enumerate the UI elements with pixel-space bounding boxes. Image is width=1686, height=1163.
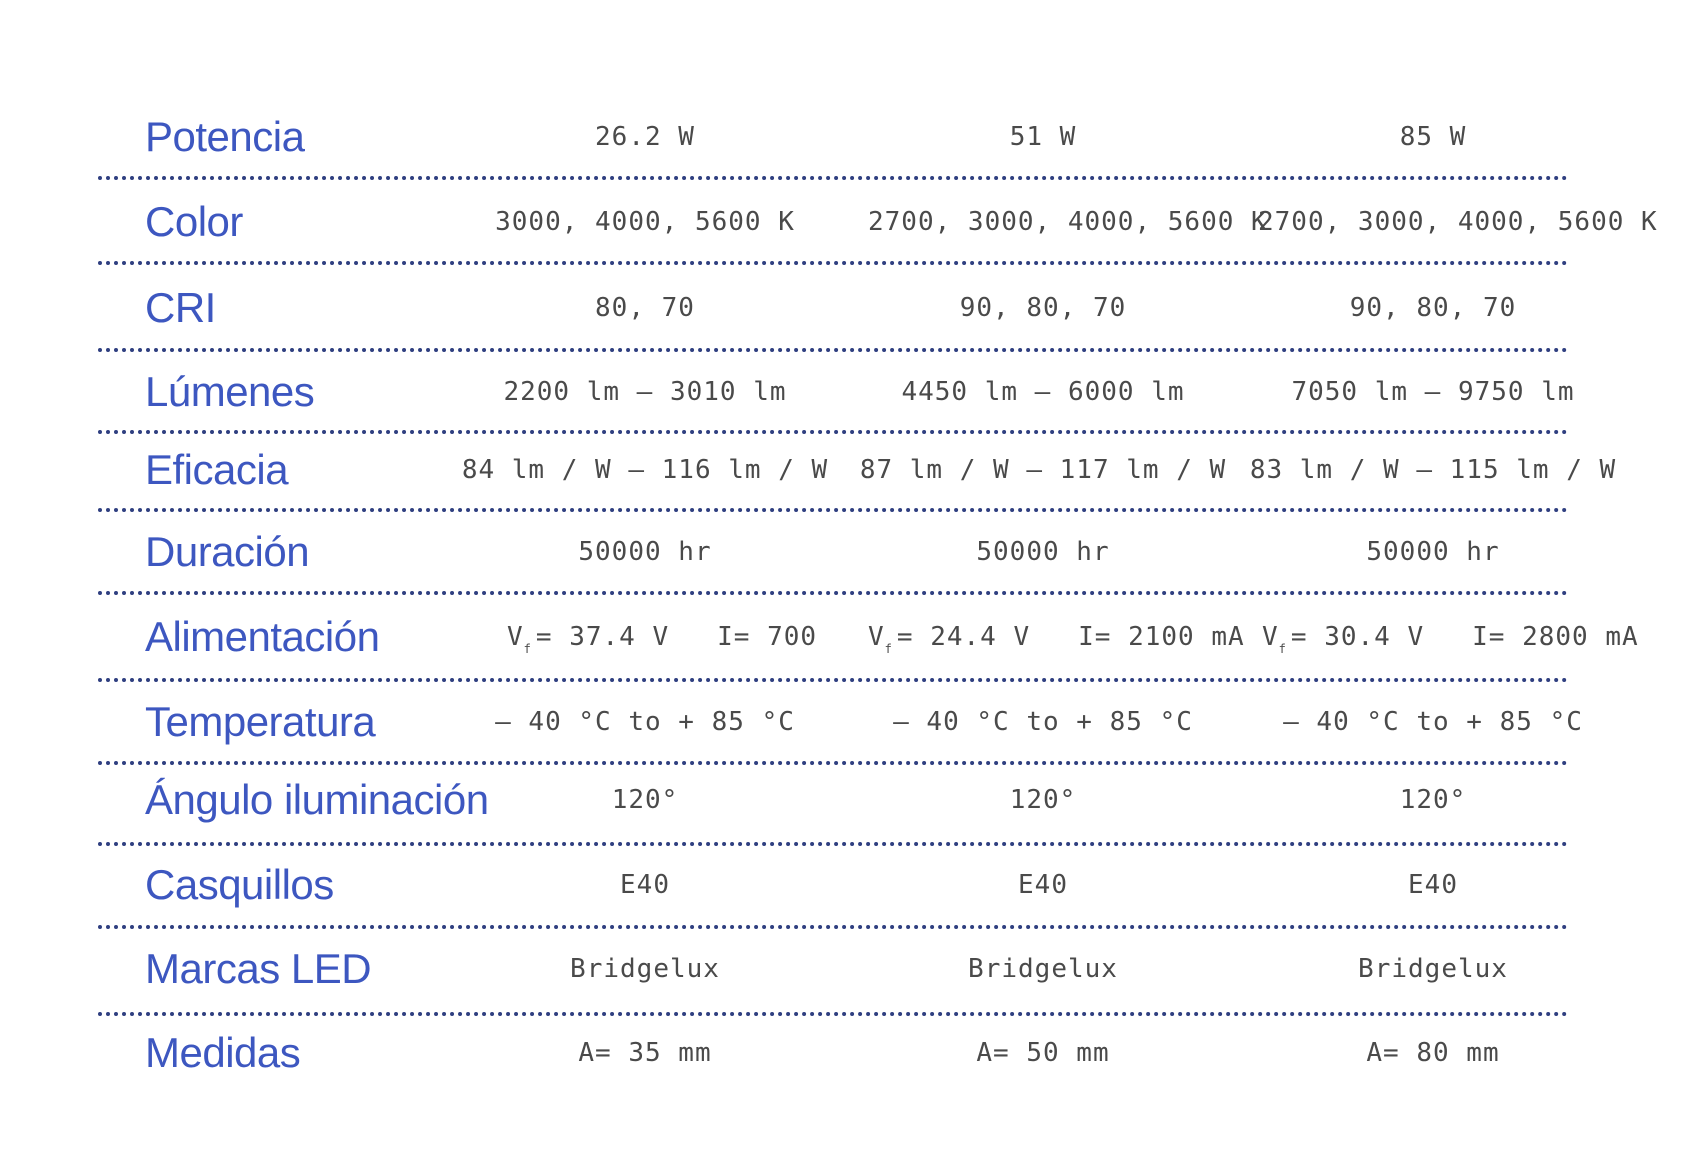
row-label-angulo-iluminacion: Ángulo iluminación <box>145 776 489 823</box>
row-medidas <box>0 1011 1686 1095</box>
value-col-2: – 40 °C to + 85 °C <box>893 707 1193 737</box>
row-lumenes <box>0 350 1686 434</box>
value-col-1: A= 35 mm <box>578 1038 712 1068</box>
value-col-3: 2700, 3000, 4000, 5600 K <box>1258 207 1658 237</box>
row-eficacia <box>0 428 1686 512</box>
row-label-potencia: Potencia <box>145 113 305 160</box>
value-col-3: 50000 hr <box>1366 537 1500 567</box>
value-col-3: 120° <box>1399 785 1467 815</box>
power-value-col-3 <box>1262 595 1639 679</box>
value-col-1: – 40 °C to + 85 °C <box>495 707 795 737</box>
value-col-3: 90, 80, 70 <box>1349 293 1517 323</box>
value-col-1: 84 lm / W – 116 lm / W <box>461 455 829 485</box>
value-col-3: 83 lm / W – 115 lm / W <box>1249 455 1617 485</box>
value-col-1: 26.2 W <box>595 122 695 152</box>
voltage-value: = 37.4 V <box>535 622 670 652</box>
value-col-3: 85 W <box>1399 122 1467 152</box>
row-temperatura <box>0 680 1686 764</box>
current-value: I= 2100 mA <box>1078 622 1245 652</box>
row-angulo-iluminacion <box>0 758 1686 842</box>
value-col-1: 3000, 4000, 5600 K <box>495 207 795 237</box>
value-col-2: 120° <box>1009 785 1077 815</box>
value-col-2: 51 W <box>1009 122 1077 152</box>
row-alimentacion <box>0 595 1686 679</box>
value-col-2: 90, 80, 70 <box>959 293 1127 323</box>
value-col-3: – 40 °C to + 85 °C <box>1283 707 1583 737</box>
value-col-2: 87 lm / W – 117 lm / W <box>859 455 1227 485</box>
value-col-3: Bridgelux <box>1358 954 1508 984</box>
row-label-temperatura: Temperatura <box>145 698 376 745</box>
value-col-3: A= 80 mm <box>1366 1038 1500 1068</box>
row-label-medidas: Medidas <box>145 1029 301 1076</box>
row-label-casquillos: Casquillos <box>145 861 334 908</box>
row-cri <box>0 266 1686 350</box>
value-col-1: 50000 hr <box>578 537 712 567</box>
value-col-2: A= 50 mm <box>976 1038 1110 1068</box>
value-col-3: 7050 lm – 9750 lm <box>1291 377 1575 407</box>
value-col-2: 2700, 3000, 4000, 5600 K <box>868 207 1268 237</box>
value-col-2: E40 <box>1018 870 1068 900</box>
row-potencia <box>0 95 1686 179</box>
power-value-col-2 <box>868 595 1245 679</box>
row-label-alimentacion: Alimentación <box>145 613 380 660</box>
value-col-3: E40 <box>1408 870 1458 900</box>
voltage-symbol: V <box>507 622 524 652</box>
voltage-symbol: V <box>868 622 885 652</box>
row-label-marcas-led: Marcas LED <box>145 945 372 992</box>
row-color <box>0 180 1686 264</box>
value-col-1: 120° <box>611 785 679 815</box>
value-col-1: 2200 lm – 3010 lm <box>503 377 787 407</box>
row-label-cri: CRI <box>145 284 216 331</box>
row-label-color: Color <box>145 198 243 245</box>
value-col-1: E40 <box>620 870 670 900</box>
value-col-1: Bridgelux <box>570 954 720 984</box>
row-marcas-led <box>0 927 1686 1011</box>
value-col-2: 50000 hr <box>976 537 1110 567</box>
row-label-eficacia: Eficacia <box>145 446 289 493</box>
voltage-subscript: f <box>523 642 532 656</box>
value-col-1: 80, 70 <box>595 293 695 323</box>
voltage-subscript: f <box>884 642 893 656</box>
current-value: I= 700 <box>717 622 818 652</box>
row-casquillos <box>0 843 1686 927</box>
row-duracion <box>0 510 1686 594</box>
row-label-duracion: Duración <box>145 528 310 575</box>
voltage-value: = 24.4 V <box>896 622 1031 652</box>
row-label-lumenes: Lúmenes <box>145 368 315 415</box>
value-col-2: Bridgelux <box>968 954 1118 984</box>
voltage-subscript: f <box>1278 642 1287 656</box>
dotted-separator <box>98 261 1568 265</box>
value-col-2: 4450 lm – 6000 lm <box>901 377 1185 407</box>
power-value-col-1 <box>507 595 817 679</box>
voltage-value: = 30.4 V <box>1290 622 1425 652</box>
current-value: I= 2800 mA <box>1472 622 1639 652</box>
voltage-symbol: V <box>1262 622 1279 652</box>
